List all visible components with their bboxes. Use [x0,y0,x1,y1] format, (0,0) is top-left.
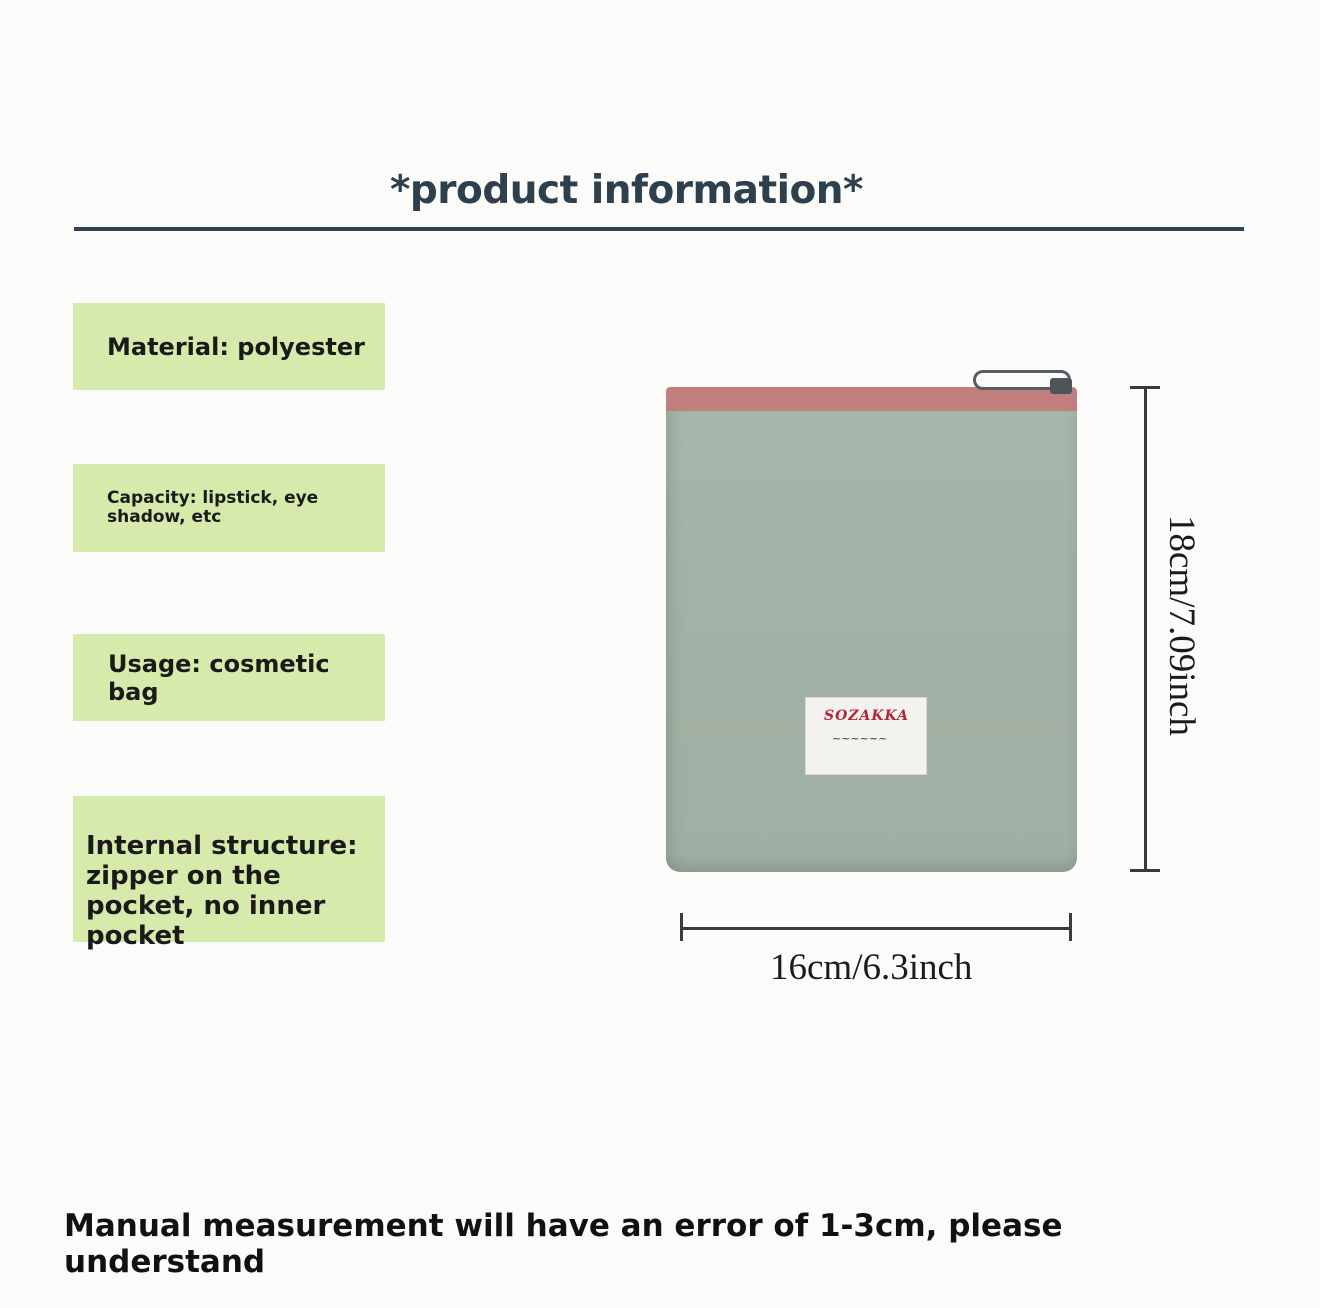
usage-box [73,634,385,721]
height-dimension-line [1144,388,1147,872]
usage-text: Usage: cosmetic bag [108,649,330,706]
structure-text: Internal structure: zipper on the pocket, no inner pocket [86,831,358,951]
brand-label-text: SOZAKKA [824,708,910,724]
page-title: *product information* [390,168,863,213]
measurement-disclaimer: Manual measurement will have an error of 1-3cm, please understand [64,1208,1063,1280]
height-dimension-cap-top [1130,386,1160,389]
width-dimension-text: 16cm/6.3inch [770,947,973,988]
height-dimension-cap-bottom [1130,869,1160,872]
height-dimension-text: 18cm/7.09inch [1161,515,1202,736]
brand-label-patch [805,697,927,775]
width-dimension-cap-left [680,913,683,941]
zipper-slider [1050,378,1072,394]
capacity-box [73,464,385,552]
title-divider [74,227,1244,231]
structure-box [73,796,385,951]
width-dimension-cap-right [1069,913,1072,941]
width-dimension-line [681,927,1072,930]
material-text: Material: polyester [107,332,365,361]
material-box [73,303,385,390]
bag-zipper [666,387,1077,411]
capacity-text: Capacity: lipstick, eye shadow, etc [107,488,319,527]
cosmetic-bag-image [666,387,1077,872]
brand-label-script: ~~~~~~ [832,732,888,745]
